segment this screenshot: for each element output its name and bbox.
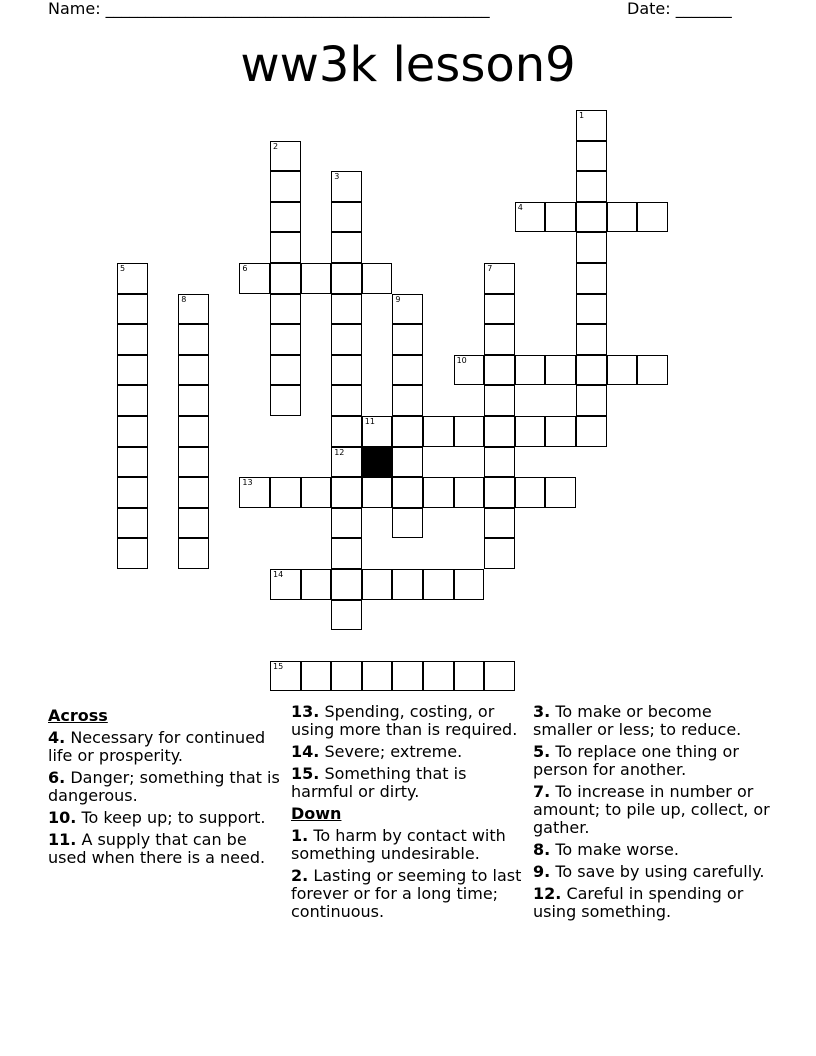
crossword-cell[interactable]	[515, 202, 546, 233]
clue-number: 10	[456, 355, 467, 365]
crossword-cell[interactable]	[117, 324, 148, 355]
crossword-cell[interactable]	[576, 416, 607, 447]
crossword-cell[interactable]	[117, 355, 148, 386]
name-field-label: Name: ________________________________________________	[48, 0, 490, 18]
crossword-cell[interactable]	[637, 202, 668, 233]
clues-column-3	[533, 703, 773, 925]
crossword-cell[interactable]	[423, 661, 454, 692]
crossword-cell[interactable]	[423, 477, 454, 508]
crossword-cell[interactable]	[576, 324, 607, 355]
crossword-cell[interactable]	[331, 324, 362, 355]
crossword-cell[interactable]	[239, 263, 270, 294]
crossword-cell[interactable]	[392, 447, 423, 478]
crossword-cell[interactable]	[270, 385, 301, 416]
crossword-cell[interactable]	[576, 232, 607, 263]
crossword-cell[interactable]	[331, 538, 362, 569]
crossword-cell[interactable]	[178, 294, 209, 325]
crossword-cell[interactable]	[545, 477, 576, 508]
crossword-cell[interactable]	[178, 477, 209, 508]
clue-down-7: 7. To increase in number or amount; to pile up, collect, or gather.	[533, 782, 770, 837]
crossword-cell[interactable]	[576, 171, 607, 202]
clue-number: 13	[242, 478, 253, 488]
crossword-cell[interactable]	[331, 477, 362, 508]
crossword-cell[interactable]	[270, 355, 301, 386]
clue-number: 6	[242, 264, 248, 273]
crossword-cell[interactable]	[331, 294, 362, 325]
crossword-cell[interactable]	[301, 477, 332, 508]
crossword-cell[interactable]	[392, 416, 423, 447]
clue-across-15: 15. Something that is harmful or dirty.	[291, 764, 467, 801]
crossword-cell[interactable]	[270, 141, 301, 172]
clues-column-1	[48, 703, 280, 871]
crossword-cell[interactable]	[270, 324, 301, 355]
crossword-cell[interactable]	[270, 477, 301, 508]
crossword-cell[interactable]	[423, 569, 454, 600]
crossword-cell[interactable]	[392, 477, 423, 508]
clue-number: 9	[395, 294, 401, 304]
crossword-cell[interactable]	[484, 661, 515, 692]
clue-down-9: 9. To save by using carefully.	[533, 862, 765, 881]
across-heading: Across	[48, 706, 108, 725]
crossword-cell[interactable]	[270, 294, 301, 325]
clue-number: 8	[181, 294, 187, 304]
crossword-cell[interactable]	[362, 416, 393, 447]
crossword-cell[interactable]	[484, 416, 515, 447]
crossword-cell[interactable]	[362, 661, 393, 692]
page-title: ww3k lesson9	[240, 37, 576, 93]
crossword-cell[interactable]	[178, 508, 209, 539]
clue-number: 2	[273, 141, 279, 151]
crossword-cell[interactable]	[362, 569, 393, 600]
crossword-cell[interactable]	[362, 263, 393, 294]
down-heading: Down	[291, 804, 342, 823]
crossword-cell[interactable]	[178, 416, 209, 447]
crossword-cell[interactable]	[117, 263, 148, 294]
crossword-cell[interactable]	[117, 294, 148, 325]
clue-number: 11	[364, 417, 375, 426]
crossword-cell[interactable]	[331, 171, 362, 202]
crossword-cell[interactable]	[117, 508, 148, 539]
clue-number: 7	[487, 264, 493, 273]
crossword-cell[interactable]	[331, 232, 362, 263]
crossword-cell[interactable]	[178, 447, 209, 478]
clue-down-5: 5. To replace one thing or person for another.	[533, 742, 739, 779]
crossword-cell[interactable]	[117, 416, 148, 447]
crossword-cell[interactable]	[484, 355, 515, 386]
clue-across-10: 10. To keep up; to support.	[48, 808, 266, 827]
crossword-cell[interactable]	[392, 661, 423, 692]
clue-across-11: 11. A supply that can be used when there is a need.	[48, 830, 266, 867]
clue-across-4: 4. Necessary for continued life or prosperity.	[48, 728, 266, 765]
crossword-cell[interactable]	[331, 355, 362, 386]
crossword-cell[interactable]	[484, 538, 515, 569]
crossword-cell[interactable]	[484, 508, 515, 539]
crossword-cell[interactable]	[270, 661, 301, 692]
crossword-cell[interactable]	[515, 416, 546, 447]
crossword-cell[interactable]	[454, 416, 485, 447]
clue-down-2: 2. Lasting or seeming to last forever or for a long time; continuous.	[291, 866, 522, 921]
crossword-cell[interactable]	[270, 171, 301, 202]
crossword-cell[interactable]	[607, 355, 638, 386]
crossword-cell[interactable]	[392, 508, 423, 539]
crossword-cell[interactable]	[331, 385, 362, 416]
crossword-cell[interactable]	[576, 355, 607, 386]
crossword-cell[interactable]	[392, 385, 423, 416]
crossword-cell[interactable]	[454, 569, 485, 600]
crossword-cell[interactable]	[331, 508, 362, 539]
crossword-cell[interactable]	[117, 385, 148, 416]
crossword-cell[interactable]	[484, 477, 515, 508]
clue-across-6: 6. Danger; something that is dangerous.	[48, 768, 280, 805]
clue-number: 15	[273, 661, 284, 671]
crossword-cell[interactable]	[270, 569, 301, 600]
crossword-cell[interactable]	[392, 324, 423, 355]
crossword-cell[interactable]	[362, 477, 393, 508]
crossword-cell[interactable]	[301, 661, 332, 692]
crossword-cell[interactable]	[576, 202, 607, 233]
crossword-cell[interactable]	[392, 294, 423, 325]
crossword-cell[interactable]	[484, 263, 515, 294]
crossword-cell[interactable]	[331, 202, 362, 233]
crossword-cell[interactable]	[178, 324, 209, 355]
crossword-cell[interactable]	[515, 355, 546, 386]
crossword-cell[interactable]	[545, 355, 576, 386]
clue-number: 14	[273, 570, 284, 579]
clue-number: 5	[120, 264, 126, 273]
crossword-cell[interactable]	[270, 232, 301, 263]
clue-down-1: 1. To harm by contact with something undesirable.	[291, 826, 506, 863]
clue-down-8: 8. To make worse.	[533, 840, 679, 859]
crossword-cell[interactable]	[454, 355, 485, 386]
crossword-cell[interactable]	[576, 294, 607, 325]
crossword-cell[interactable]	[331, 447, 362, 478]
crossword-cell[interactable]	[331, 416, 362, 447]
date-field-label: Date: _______	[627, 0, 732, 18]
crossword-cell[interactable]	[117, 477, 148, 508]
crossword-cell[interactable]	[576, 141, 607, 172]
crossword-cell[interactable]	[392, 569, 423, 600]
crossword-cell[interactable]	[576, 263, 607, 294]
clue-number: 12	[334, 447, 345, 457]
clue-across-14: 14. Severe; extreme.	[291, 742, 463, 761]
crossword-cell[interactable]	[454, 477, 485, 508]
crossword-cell[interactable]	[484, 324, 515, 355]
crossword-cell[interactable]	[117, 538, 148, 569]
clue-number: 3	[334, 172, 340, 182]
clue-number: 4	[517, 202, 523, 212]
crossword-cell[interactable]	[178, 355, 209, 386]
crossword-cell[interactable]	[331, 661, 362, 692]
clue-number: 1	[579, 111, 585, 120]
crossword-cell[interactable]	[576, 385, 607, 416]
crossword-cell[interactable]	[178, 538, 209, 569]
crossword-cell[interactable]	[270, 202, 301, 233]
crossword-cell[interactable]	[239, 477, 270, 508]
crossword-cell[interactable]	[178, 385, 209, 416]
crossword-cell[interactable]	[637, 355, 668, 386]
crossword-cell[interactable]	[331, 569, 362, 600]
crossword-cell[interactable]	[117, 447, 148, 478]
crossword-block	[362, 447, 393, 478]
crossword-cell[interactable]	[301, 263, 332, 294]
crossword-cell[interactable]	[301, 569, 332, 600]
crossword-cell[interactable]	[331, 600, 362, 631]
crossword-cell[interactable]	[484, 385, 515, 416]
clue-down-12: 12. Careful in spending or using something.	[533, 884, 744, 921]
crossword-cell[interactable]	[607, 202, 638, 233]
clue-across-13: 13. Spending, costing, or using more than is required.	[291, 702, 518, 739]
clue-down-3: 3. To make or become smaller or less; to reduce.	[533, 702, 742, 739]
crossword-cell[interactable]	[270, 263, 301, 294]
crossword-cell[interactable]	[515, 477, 546, 508]
crossword-cell[interactable]	[454, 661, 485, 692]
crossword-cell[interactable]	[484, 447, 515, 478]
crossword-cell[interactable]	[423, 416, 454, 447]
crossword-cell[interactable]	[331, 263, 362, 294]
crossword-cell[interactable]	[545, 202, 576, 233]
crossword-cell[interactable]	[392, 355, 423, 386]
crossword-cell[interactable]	[484, 294, 515, 325]
crossword-cell[interactable]	[576, 110, 607, 141]
crossword-cell[interactable]	[545, 416, 576, 447]
clues-column-2	[291, 703, 523, 925]
